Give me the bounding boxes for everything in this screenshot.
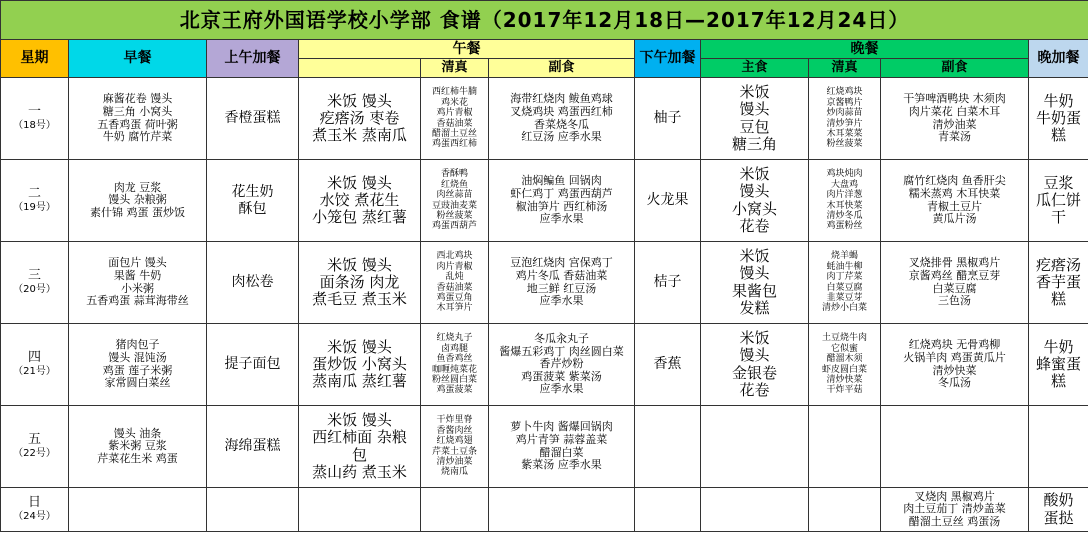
menu-item: 牛奶	[1043, 91, 1074, 110]
menu-item: 面包片 馒头	[108, 256, 167, 270]
dinner-side-cell	[881, 324, 1029, 406]
evening-snack-cell	[1029, 406, 1088, 488]
menu-item: 香橙蛋糕	[224, 110, 281, 127]
day-cell	[1, 160, 69, 242]
menu-item: 酸奶	[1043, 491, 1074, 510]
lunch-main-cell	[299, 242, 421, 324]
morning-snack-cell	[207, 160, 299, 242]
menu-item: 红豆汤 应季水果	[521, 130, 602, 144]
day-cell	[1, 406, 69, 488]
morning-snack-cell	[207, 324, 299, 406]
header-lunch-side: 副食	[489, 59, 635, 78]
menu-item: 鸡片青椒	[436, 108, 473, 119]
menu-item: 海带红烧肉 鲅鱼鸡球	[510, 92, 613, 106]
menu-item: 火锅羊肉 鸡蛋黄瓜片	[903, 350, 1006, 364]
morning-snack-cell	[207, 406, 299, 488]
menu-item: 三色汤	[938, 294, 971, 308]
dinner-main-cell	[701, 488, 809, 532]
menu-item: 椒油笋片 西红柿汤	[515, 199, 608, 213]
menu-item: 木耳快菜	[826, 200, 863, 211]
menu-item: 叉烧鸡块 鸡蛋西红柿	[510, 104, 613, 118]
menu-item: 果酱包	[731, 281, 777, 300]
menu-item: 柚子	[653, 110, 682, 127]
day-cell	[1, 78, 69, 160]
menu-item: 肉松卷	[231, 274, 274, 291]
menu-item: 鸡蛋豆角	[436, 292, 473, 303]
day-cell	[1, 488, 69, 532]
table-row	[1, 160, 1088, 242]
menu-item: 豆浆	[1043, 173, 1074, 192]
header-evening-snack: 晚加餐	[1029, 40, 1088, 78]
menu-item: 花生奶	[231, 184, 274, 201]
day-date: （24号）	[13, 511, 56, 523]
lunch-side-cell	[489, 406, 635, 488]
menu-item: 素什锦 鸡蛋 蛋炒饭	[90, 205, 185, 219]
dinner-main-cell	[701, 406, 809, 488]
lunch-main-cell	[299, 324, 421, 406]
menu-item: 清炒笋片	[826, 118, 863, 129]
day-label: 日	[27, 495, 41, 511]
lunch-main-cell	[299, 78, 421, 160]
day-date: （19号）	[13, 202, 56, 214]
dinner-qingzhen-cell	[809, 160, 881, 242]
menu-item: 香蕉	[653, 356, 682, 373]
dinner-qingzhen-cell	[809, 406, 881, 488]
menu-item: 红烧丸子	[436, 333, 473, 344]
menu-item: 瓜仁饼	[1036, 190, 1082, 209]
menu-item: 面条汤 肉龙	[319, 272, 400, 291]
menu-item: 豆泡红烧肉 宫保鸡丁	[510, 256, 613, 270]
menu-item: 木耳菜菜	[826, 128, 863, 139]
menu-item: 油焖鳊鱼 回锅肉	[521, 174, 602, 188]
menu-item: 青椒土豆片	[927, 199, 982, 213]
dinner-qingzhen-cell	[809, 488, 881, 532]
menu-item: 牛奶	[1043, 337, 1074, 356]
menu-item: 小窝头	[731, 199, 777, 218]
menu-item: 香酱肉丝	[436, 425, 473, 436]
evening-snack-cell	[1029, 242, 1088, 324]
afternoon-snack-cell	[635, 242, 701, 324]
day-label: 二	[27, 186, 41, 202]
menu-item: 花卷	[739, 216, 770, 235]
menu-item: 提子面包	[224, 356, 281, 373]
menu-item: 黄瓜片汤	[932, 212, 977, 226]
menu-item: 蜂蜜蛋	[1036, 354, 1082, 373]
menu-item: 干炸里脊	[436, 415, 473, 426]
menu-item: 西北鸡块	[436, 251, 473, 262]
menu-item: 鸡蛋西葫芦	[431, 221, 477, 232]
menu-item: 馒头 杂粮粥	[108, 193, 167, 207]
menu-item: 虾皮圆白菜	[821, 364, 867, 375]
menu-item: 肉土豆茄丁 清炒盖菜	[903, 502, 1006, 516]
menu-item: 红烧鸡块	[826, 87, 863, 98]
header-dinner-main: 主食	[701, 59, 809, 78]
menu-item: 粉丝圆白菜	[431, 374, 477, 385]
dinner-main-cell	[701, 242, 809, 324]
dinner-side-cell	[881, 78, 1029, 160]
header-day: 星期	[1, 40, 69, 78]
menu-item: 腐竹红烧肉 鱼香肝尖	[903, 174, 1006, 188]
menu-item: 鸡米花	[440, 97, 468, 108]
menu-item: 蒸山药 煮玉米	[312, 462, 407, 481]
header-dinner: 晚餐	[701, 40, 1029, 59]
menu-item: 鱼香鸡丝	[436, 354, 473, 365]
menu-item: 发糕	[739, 298, 770, 317]
menu-item: 青菜汤	[938, 130, 971, 144]
menu-item: 鸡块炖肉	[826, 169, 863, 180]
lunch-qingzhen-cell	[421, 242, 489, 324]
lunch-side-cell	[489, 78, 635, 160]
menu-item: 醋溜土豆丝 鸡蛋汤	[908, 514, 1001, 528]
day-date: （20号）	[13, 284, 56, 296]
menu-item: 酱爆五彩鸡丁 肉丝圆白菜	[499, 344, 624, 358]
menu-item: 煮毛豆 煮玉米	[312, 290, 407, 309]
header-lunch-main	[299, 59, 421, 78]
menu-item: 米饭 馒头	[327, 411, 392, 429]
menu-item: 疙瘩汤 枣卷	[319, 108, 400, 127]
menu-item: 粉丝菠菜	[826, 139, 863, 150]
breakfast-cell	[69, 488, 207, 532]
dinner-side-cell	[881, 160, 1029, 242]
menu-item: 芹菜花生米 鸡蛋	[97, 451, 178, 465]
menu-item: 糕	[1051, 372, 1067, 391]
menu-item: 牛奶 腐竹芹菜	[102, 130, 173, 144]
menu-item: 鸡蛋西红柿	[431, 139, 477, 150]
menu-item: 清炒快菜	[932, 363, 977, 377]
afternoon-snack-cell	[635, 324, 701, 406]
menu-item: 鸡蛋粉丝	[826, 221, 863, 232]
afternoon-snack-cell	[635, 488, 701, 532]
menu-item: 糖三角 小窝头	[102, 104, 173, 118]
menu-item: 卤鸡腿	[440, 343, 468, 354]
menu-item: 糯米蒸鸡 木耳快菜	[908, 186, 1001, 200]
day-label: 一	[27, 104, 41, 120]
dinner-main-cell	[701, 324, 809, 406]
menu-item: 土豆烧牛肉	[821, 333, 867, 344]
menu-item: 海绵蛋糕	[224, 438, 281, 455]
menu-item: 米饭 馒头	[327, 255, 392, 274]
header-lunch-qingzhen: 清真	[421, 59, 489, 78]
header-dinner-side: 副食	[881, 59, 1029, 78]
menu-item: 包	[351, 445, 367, 464]
menu-item: 肉片菜花 白菜木耳	[908, 104, 1001, 118]
dinner-main-cell	[701, 78, 809, 160]
morning-snack-cell	[207, 242, 299, 324]
menu-item: 米饭	[739, 329, 770, 347]
menu-item: 糖三角	[731, 134, 777, 153]
menu-item: 香菇油菜	[436, 118, 473, 129]
lunch-side-cell	[489, 324, 635, 406]
menu-item: 醋溜木须	[826, 354, 863, 365]
morning-snack-cell	[207, 488, 299, 532]
menu-item: 豆包	[739, 117, 770, 136]
day-date: （21号）	[13, 366, 56, 378]
menu-item: 咖喱炖菜花	[431, 364, 477, 375]
day-label: 五	[27, 432, 41, 448]
menu-item: 猪肉包子	[115, 338, 160, 352]
menu-item: 虾仁鸡丁 鸡蛋西葫芦	[510, 186, 613, 200]
menu-item: 粉丝菠菜	[436, 210, 473, 221]
afternoon-snack-cell	[635, 78, 701, 160]
menu-item: 香酥鸭	[440, 169, 468, 180]
menu-item: 糕	[1051, 290, 1067, 309]
day-date: （22号）	[13, 448, 56, 460]
menu-item: 蒸南瓜 蒸红薯	[312, 372, 407, 391]
header-breakfast: 早餐	[69, 40, 207, 78]
breakfast-cell	[69, 78, 207, 160]
menu-item: 五香鸡蛋 荷叶粥	[97, 117, 178, 131]
dinner-side-cell	[881, 242, 1029, 324]
menu-item: 馒头	[739, 346, 770, 365]
menu-item: 肉片洋葱	[826, 190, 863, 201]
menu-item: 煮玉米 蒸南瓜	[312, 126, 407, 145]
lunch-main-cell	[299, 406, 421, 488]
menu-item: 馒头 油条	[113, 426, 162, 440]
menu-item: 叉烧排骨 黑椒鸡片	[908, 256, 1001, 270]
menu-item: 炒肉蒜苗	[826, 108, 863, 119]
dinner-qingzhen-cell	[809, 324, 881, 406]
menu-item: 韭菜豆芽	[826, 292, 863, 303]
header-afternoon-snack: 下午加餐	[635, 40, 701, 78]
lunch-side-cell	[489, 242, 635, 324]
menu-item: 花卷	[739, 380, 770, 399]
menu-item: 豆豉油麦菜	[431, 200, 477, 211]
menu-item: 果酱 牛奶	[113, 268, 162, 282]
menu-item: 芹菜土豆条	[431, 446, 477, 457]
day-cell	[1, 242, 69, 324]
menu-item: 醋溜白菜	[539, 445, 584, 459]
menu-item: 白菜豆腐	[932, 281, 977, 295]
menu-item: 干	[1051, 208, 1067, 227]
lunch-main-cell	[299, 488, 421, 532]
menu-item: 酥包	[238, 200, 267, 217]
evening-snack-cell	[1029, 324, 1088, 406]
day-date: （18号）	[13, 120, 56, 132]
header-dinner-qingzhen: 清真	[809, 59, 881, 78]
menu-item: 清炒小白菜	[821, 303, 867, 314]
morning-snack-cell	[207, 78, 299, 160]
menu-item: 米饭	[739, 165, 770, 183]
menu-item: 米饭	[739, 247, 770, 265]
menu-item: 京酱鸭片	[826, 97, 863, 108]
lunch-main-cell	[299, 160, 421, 242]
menu-item: 水饺 煮花生	[319, 190, 400, 209]
menu-item: 麻酱花卷 馒头	[102, 92, 173, 106]
dinner-main-cell	[701, 160, 809, 242]
menu-item: 干炸平菇	[826, 385, 863, 396]
menu-item: 肉丝蒜苗	[436, 190, 473, 201]
dinner-side-cell	[881, 488, 1029, 532]
menu-item: 清炒油菜	[436, 456, 473, 467]
menu-item: 叉烧肉 黑椒鸡片	[914, 489, 995, 503]
menu-item: 醋溜土豆丝	[431, 128, 477, 139]
evening-snack-cell	[1029, 78, 1088, 160]
menu-item: 应季水果	[539, 294, 584, 308]
menu-item: 清炒快菜	[826, 374, 863, 385]
menu-item: 应季水果	[539, 382, 584, 396]
afternoon-snack-cell	[635, 406, 701, 488]
menu-item: 红烧鸡翅	[436, 436, 473, 447]
menu-item: 干笋啤酒鸭块 木须肉	[903, 92, 1006, 106]
lunch-side-cell	[489, 488, 635, 532]
lunch-side-cell	[489, 160, 635, 242]
menu-item: 金银卷	[731, 363, 777, 382]
lunch-qingzhen-cell	[421, 160, 489, 242]
menu-item: 紫菜汤 应季水果	[521, 458, 602, 472]
menu-item: 白菜豆腐	[826, 282, 863, 293]
menu-item: 米饭 馒头	[327, 337, 392, 356]
menu-item: 应季水果	[539, 212, 584, 226]
menu-item: 乱炖	[445, 272, 464, 283]
menu-item: 清炒冬瓜	[826, 210, 863, 221]
header-lunch: 午餐	[299, 40, 635, 59]
dinner-side-cell	[881, 406, 1029, 488]
menu-item: 它似蜜	[830, 343, 858, 354]
menu-item: 蛋炒饭 小窝头	[312, 354, 407, 373]
menu-item: 肉丁芹菜	[826, 272, 863, 283]
menu-item: 木耳笋片	[436, 303, 473, 314]
afternoon-snack-cell	[635, 160, 701, 242]
menu-item: 牛奶蛋	[1036, 108, 1082, 127]
menu-item: 蛋挞	[1043, 508, 1074, 527]
menu-item: 蚝油牛柳	[826, 261, 863, 272]
menu-item: 香菜烧冬瓜	[534, 117, 589, 131]
menu-item: 紫米粥 豆浆	[108, 439, 167, 453]
header-morning-snack: 上午加餐	[207, 40, 299, 78]
dinner-qingzhen-cell	[809, 242, 881, 324]
menu-item: 火龙果	[646, 192, 689, 209]
table-row	[1, 324, 1088, 406]
table-row	[1, 242, 1088, 324]
menu-item: 小米粥	[121, 281, 154, 295]
menu-item: 米饭 馒头	[327, 173, 392, 192]
menu-item: 红烧鸡块 无骨鸡柳	[908, 338, 1001, 352]
menu-item: 烧羊蝎	[830, 251, 858, 262]
day-label: 四	[27, 350, 41, 366]
menu-item: 烧南瓜	[440, 467, 468, 478]
menu-item: 桔子	[653, 274, 682, 291]
menu-item: 红烧鱼	[440, 179, 468, 190]
lunch-qingzhen-cell	[421, 78, 489, 160]
menu-item: 地三鲜 红豆汤	[526, 281, 597, 295]
menu-item: 馒头	[739, 264, 770, 283]
menu-item: 冬瓜汤	[938, 376, 971, 390]
breakfast-cell	[69, 324, 207, 406]
menu-item: 肉龙 豆浆	[113, 180, 162, 194]
menu-item: 家常圆白菜丝	[104, 376, 171, 390]
day-label: 三	[27, 268, 41, 284]
breakfast-cell	[69, 242, 207, 324]
menu-item: 冬瓜汆丸子	[534, 331, 589, 345]
menu-item: 馒头	[739, 100, 770, 119]
menu-item: 米饭 馒头	[327, 91, 392, 110]
menu-item: 大盘鸡	[830, 179, 858, 190]
menu-item: 香芹炒粉	[539, 357, 584, 371]
menu-item: 鸡蛋菠菜	[436, 385, 473, 396]
menu-item: 糕	[1051, 126, 1067, 145]
breakfast-cell	[69, 406, 207, 488]
breakfast-cell	[69, 160, 207, 242]
menu-item: 鸡蛋 莲子米粥	[102, 363, 173, 377]
menu-item: 馒头 混饨汤	[108, 350, 167, 364]
menu-item: 馒头	[739, 182, 770, 201]
lunch-qingzhen-cell	[421, 406, 489, 488]
evening-snack-cell	[1029, 160, 1088, 242]
menu-item: 西红柿面 杂粮	[312, 428, 407, 447]
menu-item: 清炒油菜	[932, 117, 977, 131]
menu-item: 萝卜牛肉 酱爆回锅肉	[510, 420, 613, 434]
menu-item: 小笼包 蒸红薯	[312, 208, 407, 227]
menu-item: 西红柿牛腩	[431, 87, 477, 98]
menu-item: 鸡片冬瓜 香菇油菜	[515, 268, 608, 282]
table-row	[1, 488, 1088, 532]
lunch-qingzhen-cell	[421, 324, 489, 406]
table-row	[1, 406, 1088, 488]
menu-item: 鸡片青笋 蒜蓉盖菜	[515, 432, 608, 446]
menu-item: 疙瘩汤	[1036, 255, 1082, 274]
page-title: 北京王府外国语学校小学部 食谱（2017年12月18日—2017年12月24日）	[1, 1, 1088, 40]
menu-item: 鸡蛋菠菜 紫菜汤	[521, 369, 602, 383]
lunch-qingzhen-cell	[421, 488, 489, 532]
menu-item: 京酱鸡丝 醋烹豆芽	[908, 268, 1001, 282]
menu-item: 米饭	[739, 83, 770, 101]
menu-item: 五香鸡蛋 蒜茸海带丝	[86, 294, 189, 308]
menu-item: 肉片青椒	[436, 261, 473, 272]
menu-item: 香芋蛋	[1036, 272, 1082, 291]
day-cell	[1, 324, 69, 406]
dinner-qingzhen-cell	[809, 78, 881, 160]
menu-item: 香菇油菜	[436, 282, 473, 293]
table-row	[1, 78, 1088, 160]
evening-snack-cell	[1029, 488, 1088, 532]
